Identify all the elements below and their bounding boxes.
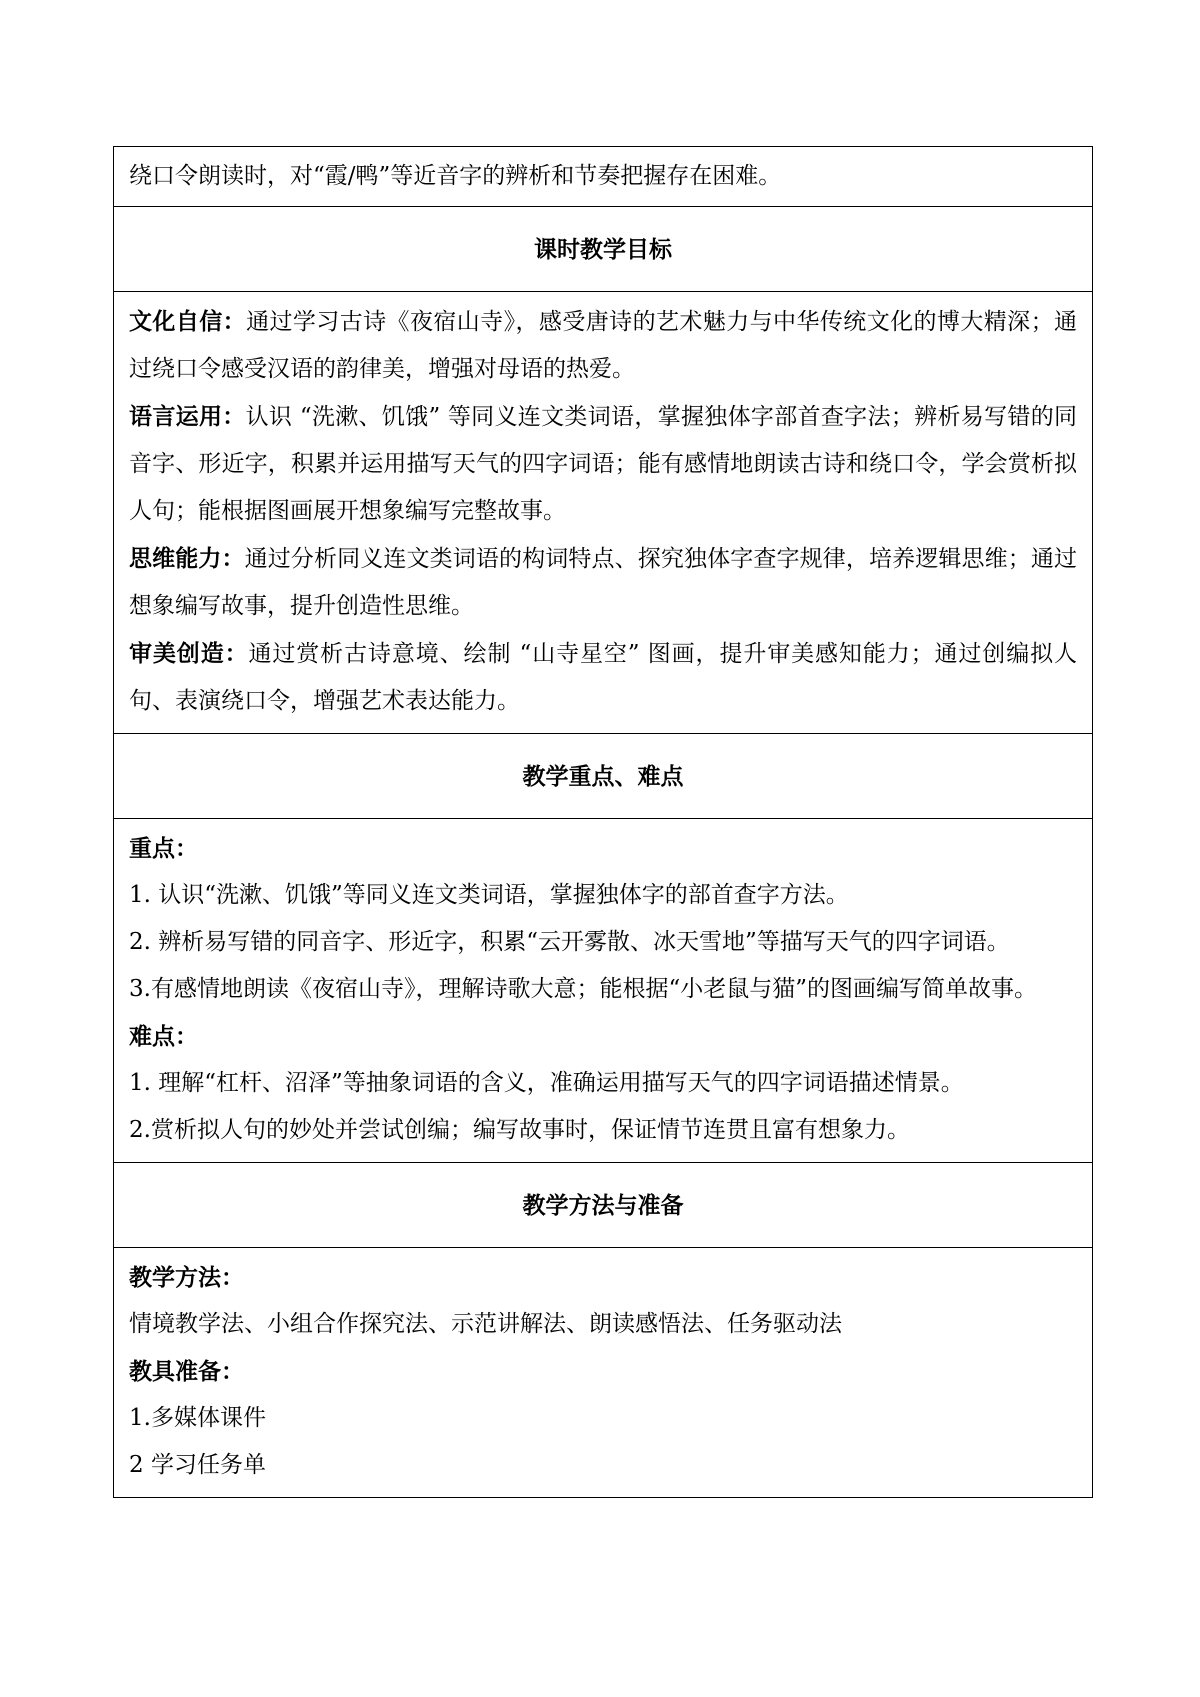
methods-body-row: [114, 1248, 1093, 1498]
focus-item: 2. 辨析易写错的同音字、形近字，积累“云开雾散、冰天雪地”等描写天气的四字词语。: [129, 929, 1010, 955]
intro-row: [114, 147, 1093, 207]
objective-text: 通过学习古诗《夜宿山寺》，感受唐诗的艺术魅力与中华传统文化的博大精深；通过绕口令感受汉语的韵律美，增强对母语的热爱。: [129, 309, 1078, 382]
methods-header-row: [114, 1163, 1093, 1248]
objectives-header: 课时教学目标: [114, 207, 1093, 292]
difficulty-label: 难点：: [129, 1023, 198, 1050]
focus-item: 3.有感情地朗读《夜宿山寺》，理解诗歌大意；能根据“小老鼠与猫”的图画编写简单故事。: [129, 976, 1037, 1002]
difficulty-item: 1. 理解“杠杆、沼泽”等抽象词语的含义，准确运用描写天气的四字词语描述情景。: [129, 1070, 964, 1096]
objective-text: 认识 “洗漱、饥饿” 等同义连文类词语，掌握独体字部首查字法；辨析易写错的同音字、形近字，积累并运用描写天气的四字词语；能有感情地朗读古诗和绕口令，学会赏析拟人句；能根据图画展开想象编写完整故事。: [129, 404, 1078, 524]
methods-body: [114, 1248, 1093, 1498]
objective-label: 语言运用：: [129, 403, 246, 430]
objective-language-use: [129, 393, 1077, 535]
intro-cell: [114, 147, 1093, 207]
objective-text: 通过分析同义连文类词语的构词特点、探究独体字查字规律，培养逻辑思维；通过想象编写故事，提升创造性思维。: [129, 546, 1077, 619]
lesson-plan-table: [113, 146, 1093, 1498]
key-points-body: [114, 819, 1093, 1163]
objectives-body-row: [114, 292, 1093, 734]
objective-label: 审美创造：: [129, 640, 249, 667]
focus-label: 重点：: [129, 835, 198, 862]
method-label: 教学方法：: [129, 1264, 244, 1291]
methods-header: 教学方法与准备: [114, 1163, 1093, 1248]
focus-item: 1. 认识“洗漱、饥饿”等同义连文类词语，掌握独体字的部首查字方法。: [129, 882, 849, 908]
prep-label: 教具准备：: [129, 1358, 244, 1385]
intro-text: 绕口令朗读时，对“霞/鸭”等近音字的辨析和节奏把握存在困难。: [129, 163, 782, 189]
objective-label: 文化自信：: [129, 308, 247, 335]
prep-item: 1.多媒体课件: [129, 1405, 266, 1431]
prep-item: 2 学习任务单: [129, 1452, 266, 1478]
objective-text: 通过赏析古诗意境、绘制 “山寺星空” 图画，提升审美感知能力；通过创编拟人句、表演绕口令，增强艺术表达能力。: [129, 641, 1077, 714]
objective-thinking-ability: [129, 535, 1077, 630]
objective-aesthetic-creation: [129, 630, 1077, 725]
difficulty-item: 2.赏析拟人句的妙处并尝试创编；编写故事时，保证情节连贯且富有想象力。: [129, 1117, 910, 1143]
key-points-header-row: [114, 734, 1093, 819]
key-points-header: 教学重点、难点: [114, 734, 1093, 819]
objective-label: 思维能力：: [129, 545, 245, 572]
method-text: 情境教学法、小组合作探究法、示范讲解法、朗读感悟法、任务驱动法: [129, 1311, 842, 1337]
objectives-header-row: [114, 207, 1093, 292]
key-points-body-row: [114, 819, 1093, 1163]
objective-cultural-confidence: [129, 298, 1077, 393]
objectives-body: [114, 292, 1093, 734]
